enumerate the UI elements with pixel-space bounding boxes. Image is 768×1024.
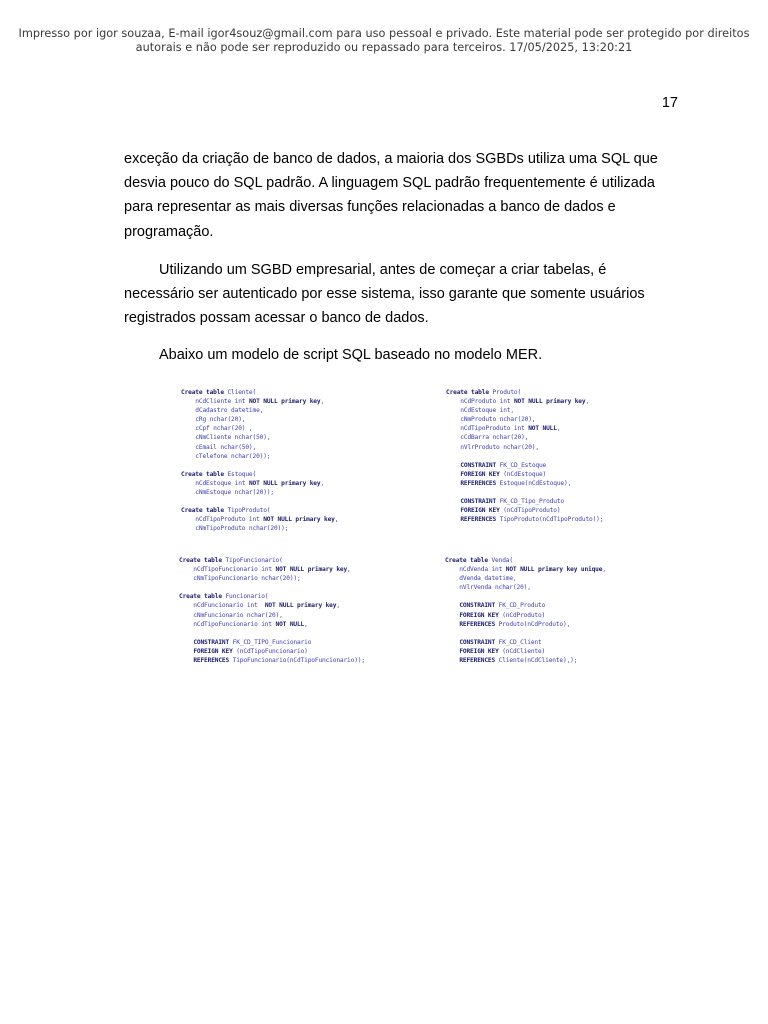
- sql-code-line: nCdProduto int NOT NULL primary key,: [446, 398, 590, 406]
- sql-code-line: cNmEstoque nchar(20));: [181, 489, 274, 497]
- sql-code-line: cCdBarra nchar(20),: [446, 434, 529, 442]
- sql-code-line: nCdTipoFuncionario int NOT NULL,: [179, 620, 308, 628]
- sql-code-line: REFERENCES Cliente(nCdCliente),);: [459, 657, 578, 665]
- sql-code-line: [445, 629, 606, 638]
- sql-code-line: CONSTRAINT FK_CD_Produto: [459, 602, 546, 610]
- sql-code-line: cNmCliente nchar(50),: [181, 434, 271, 442]
- sql-code-line: CONSTRAINT FK_CD_Estoque: [460, 461, 547, 469]
- sql-code-line: nCdFuncionario int NOT NULL primary key,: [179, 602, 340, 610]
- sql-code-line: FOREIGN KEY (nCdProduto): [459, 611, 546, 619]
- text-line: desvia pouco do SQL padrão. A linguagem SQL padrão frequentemente é utilizada: [124, 175, 655, 192]
- sql-code-line: nCdTipoProduto int NOT NULL,: [446, 425, 561, 433]
- paragraph-sql-intro: [124, 147, 669, 244]
- text-line: registrados possam acessar o banco de dados.: [124, 310, 429, 327]
- sql-code-line: cTelefone nchar(20));: [181, 452, 271, 460]
- sql-code-line: cRg nchar(20),: [181, 416, 246, 424]
- paragraph-script-intro: [124, 343, 669, 367]
- sql-code-line: [445, 592, 606, 601]
- sql-code-line: [446, 452, 603, 461]
- sql-code-line: nCdCliente int NOT NULL primary key,: [181, 398, 325, 406]
- sql-code-line: CONSTRAINT FK_CD_TIPO_Funcionario: [193, 638, 312, 646]
- sql-code-line: Create table TipoFuncionario(: [179, 557, 283, 564]
- sql-code-line: dCadastro datetime,: [181, 407, 264, 415]
- sql-code-line: REFERENCES TipoProduto(nCdTipoProduto));: [460, 516, 604, 524]
- sql-code-line: cNmTipoFuncionario nchar(20));: [179, 575, 301, 583]
- sql-block-venda: [445, 556, 606, 665]
- sql-code-line: [181, 497, 338, 506]
- sql-code-line: FOREIGN KEY (nCdCliente): [459, 647, 546, 655]
- sql-code-line: Create table Funcionario(: [179, 593, 269, 601]
- sql-code-line: Create table Venda(: [445, 557, 513, 564]
- paragraph-sgbd-auth: [124, 258, 669, 331]
- sql-code-line: cNmTipoProduto nchar(20));: [181, 525, 289, 533]
- sql-block-cliente-estoque-tipoproduto: [181, 388, 338, 534]
- sql-code-line: CONSTRAINT FK_CD_Tipo_Produto: [460, 498, 565, 506]
- sql-code-line: nVlrVenda nchar(20),: [445, 584, 531, 592]
- sql-code-line: [179, 583, 365, 592]
- watermark-line-1: Impresso por igor souzaa, E-mail igor4souz@gmail.com para uso pessoal e privado. Este material pode ser protegido por direitos: [18, 27, 750, 40]
- sql-code-line: cNmProduto nchar(20),: [446, 416, 536, 424]
- sql-code-line: cNmFuncionario nchar(20),: [179, 611, 283, 619]
- text-line: programação.: [124, 223, 214, 240]
- sql-code-line: cCpf nchar(20) ,: [181, 425, 253, 433]
- text-line: para representar as mais diversas funções relacionadas a banco de dados e: [124, 199, 616, 216]
- sql-code-line: nCdTipoProduto int NOT NULL primary key,: [181, 516, 339, 524]
- sql-code-line: REFERENCES TipoFuncionario(nCdTipoFuncionario));: [193, 657, 365, 665]
- sql-code-line: Create table TipoProduto(: [181, 507, 271, 515]
- sql-code-line: CONSTRAINT FK_CD_Client: [459, 638, 542, 646]
- sql-code-line: nCdEstoque int,: [446, 407, 514, 415]
- sql-code-line: cEmail nchar(50),: [181, 443, 257, 451]
- sql-code-line: nCdTipoFuncionario int NOT NULL primary key,: [179, 566, 351, 574]
- sql-code-line: nCdVenda int NOT NULL primary key unique,: [445, 566, 606, 574]
- text-line: necessário ser autenticado por esse sistema, isso garante que somente usuários: [124, 286, 645, 303]
- sql-code-line: Create table Estoque(: [181, 470, 257, 478]
- sql-code-line: Create table Produto(: [446, 389, 522, 396]
- sql-code-line: FOREIGN KEY (nCdEstoque): [460, 470, 547, 478]
- sql-code-line: FOREIGN KEY (nCdTipoFuncionario): [193, 647, 308, 655]
- text-line: exceção da criação de banco de dados, a maioria dos SGBDs utiliza uma SQL que: [124, 151, 658, 167]
- sql-code-line: REFERENCES Produto(nCdProduto),: [459, 620, 571, 628]
- print-watermark: [0, 27, 768, 54]
- sql-code-line: [446, 488, 603, 497]
- sql-code-line: Create table Cliente(: [181, 389, 257, 396]
- sql-code-line: REFERENCES Estoque(nCdEstoque),: [460, 479, 572, 487]
- text-line: Abaixo um modelo de script SQL baseado no modelo MER.: [159, 347, 543, 363]
- sql-script-figure: [172, 384, 608, 671]
- sql-block-produto: [446, 388, 603, 524]
- sql-code-line: FOREIGN KEY (nCdTipoProduto): [460, 507, 561, 515]
- sql-code-line: nVlrProduto nchar(20),: [446, 443, 539, 451]
- sql-block-funcionario: [179, 556, 365, 665]
- sql-code-line: [179, 629, 365, 638]
- watermark-line-2: autorais e não pode ser reproduzido ou repassado para terceiros. 17/05/2025, 13:20:21: [135, 40, 633, 54]
- sql-code-line: dVenda datetime,: [445, 575, 517, 583]
- sql-code-line: nCdEstoque int NOT NULL primary key,: [181, 479, 325, 487]
- sql-code-line: [181, 461, 338, 470]
- text-line: Utilizando um SGBD empresarial, antes de começar a criar tabelas, é: [159, 262, 607, 278]
- page-number: 17: [661, 95, 678, 111]
